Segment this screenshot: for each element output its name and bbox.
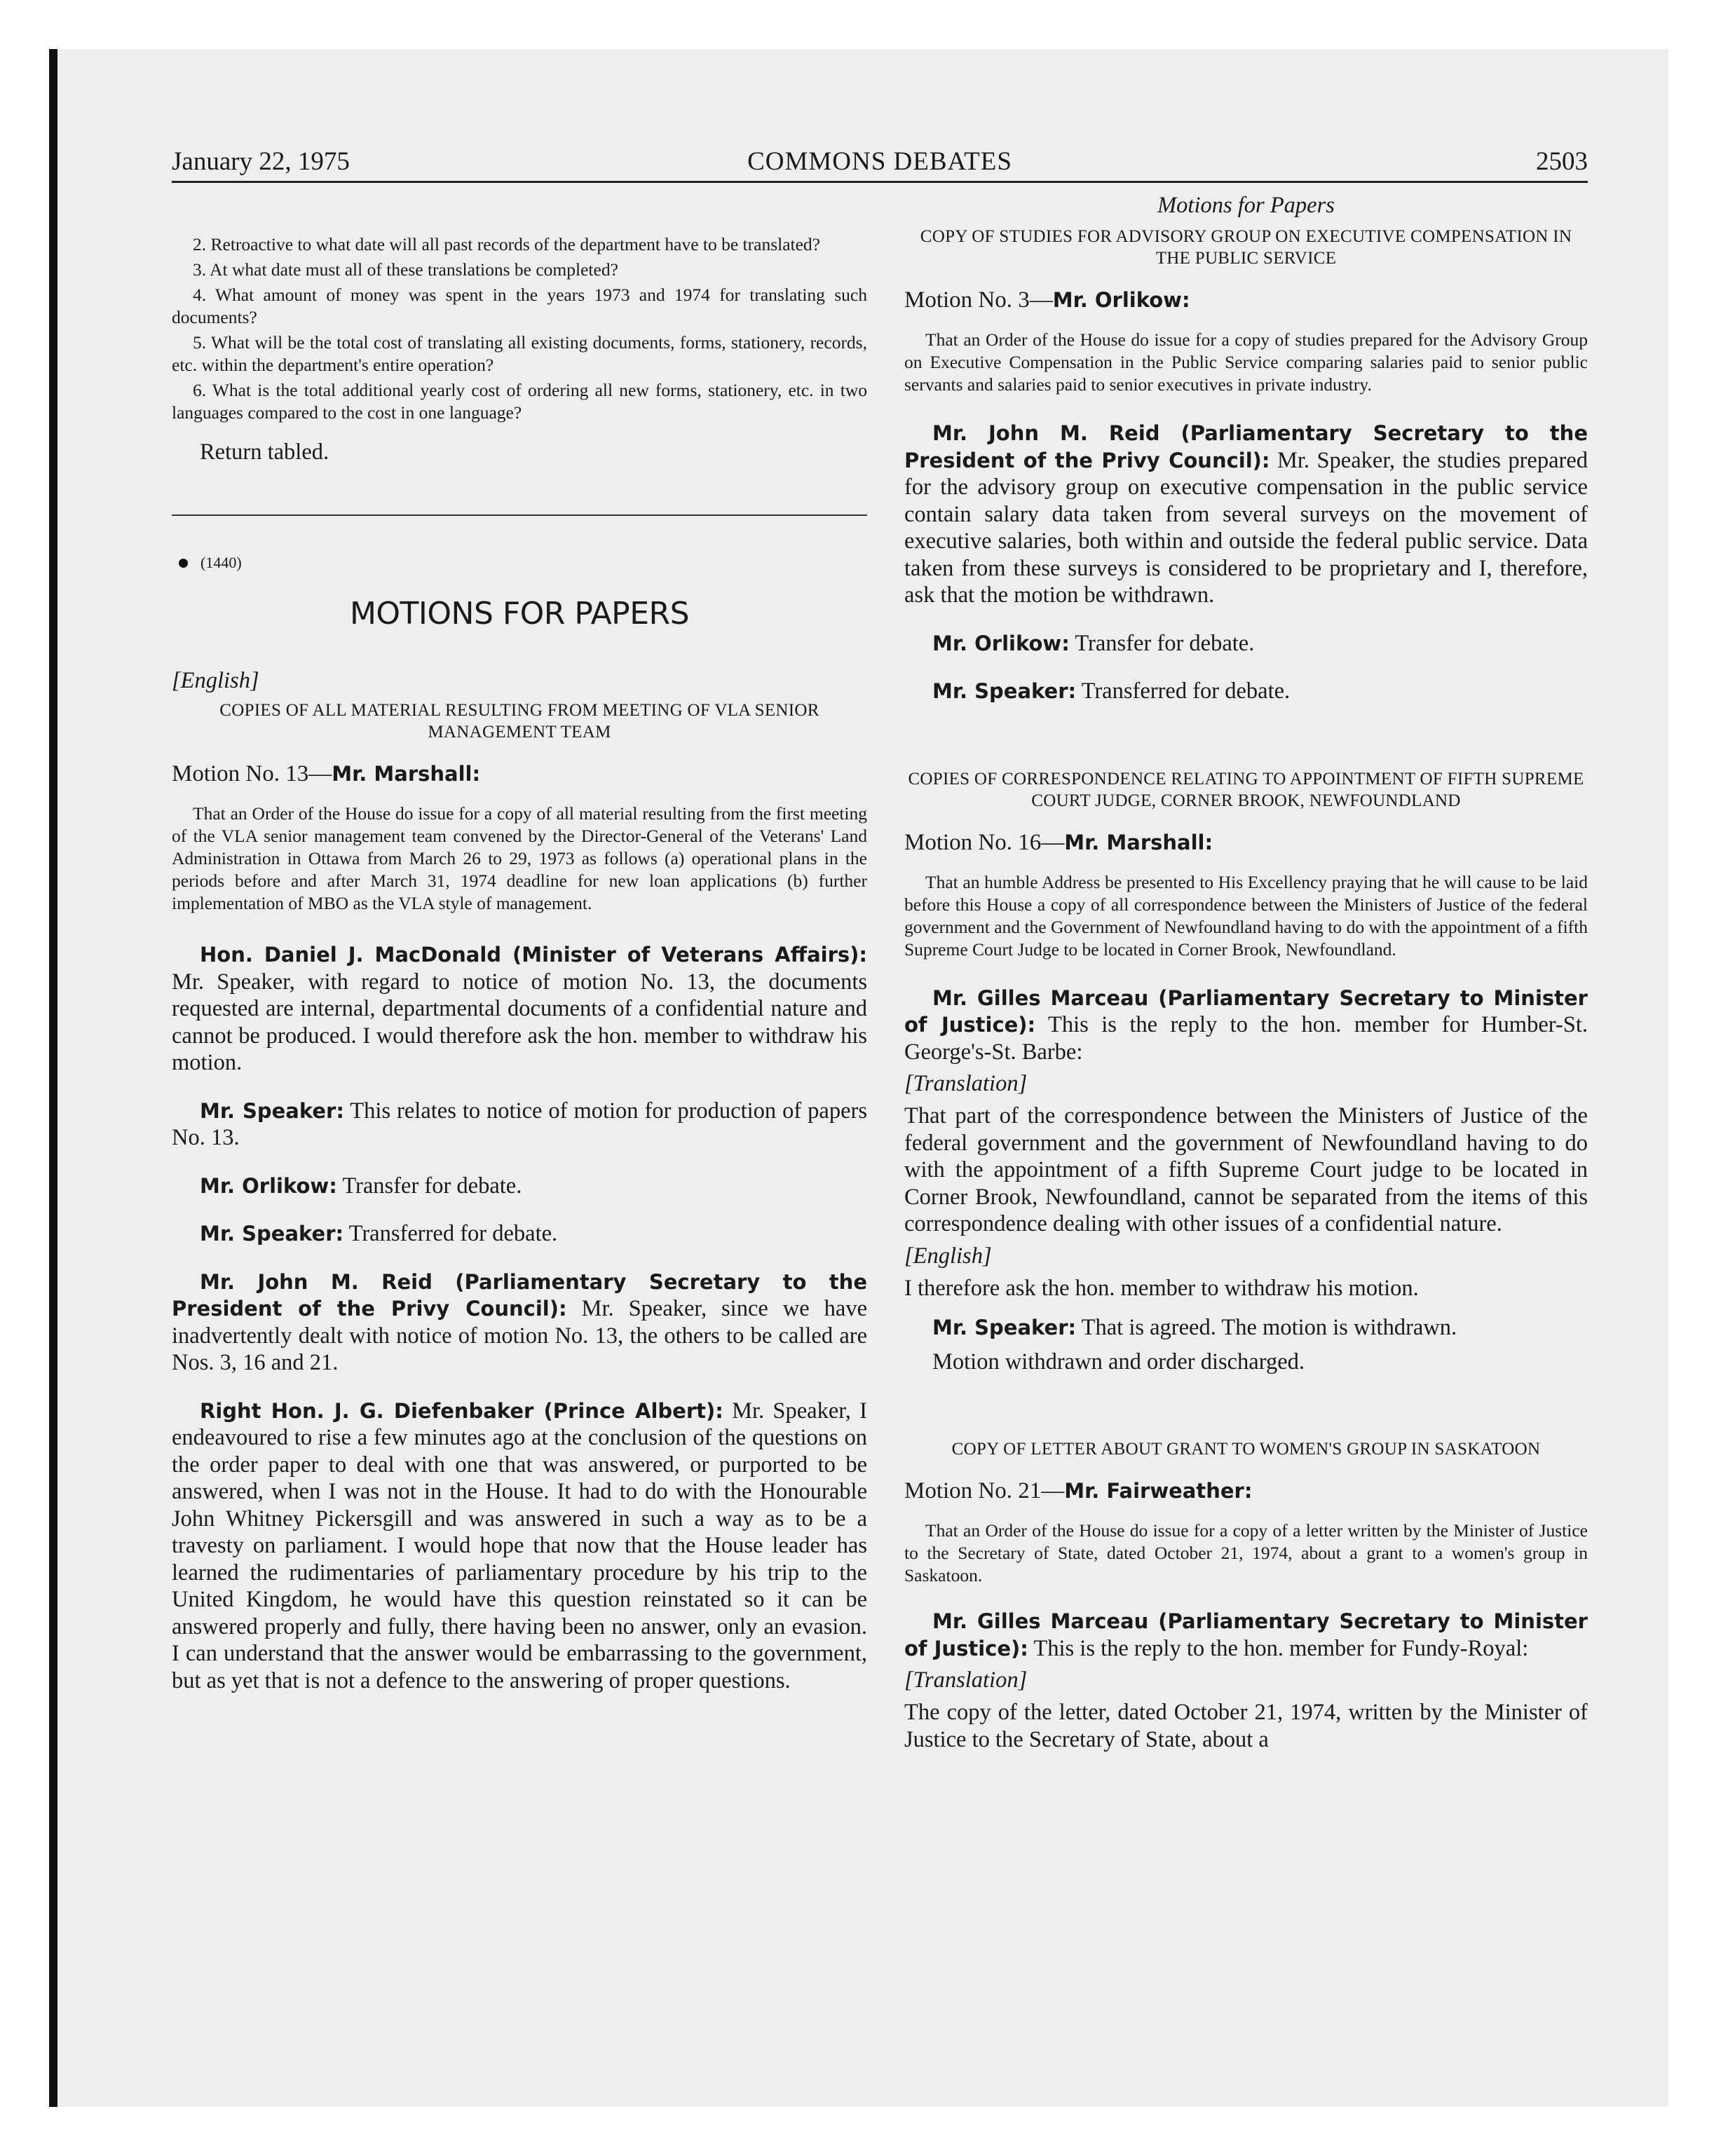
translation-tag: [Translation] bbox=[904, 1071, 1028, 1096]
speech-paragraph bbox=[904, 420, 1588, 609]
section-divider bbox=[172, 465, 867, 550]
speaker-name: Mr. Gilles Marceau (Parliamentary Secretary to Minister of Justice): bbox=[904, 1609, 1588, 1660]
divider-line bbox=[172, 514, 867, 516]
motion-number: Motion No. 21— bbox=[904, 1478, 1065, 1503]
motion-mover: Mr. Orlikow: bbox=[1052, 288, 1190, 312]
motion-mover: Mr. Fairweather: bbox=[1064, 1479, 1253, 1503]
speech-text: Mr. Speaker, with regard to notice of motion No. 13, the documents requested are internal, departmental documents of a confidential nature and cannot be produced. I would therefore ask the hon. member to withdraw his motion. bbox=[172, 969, 867, 1075]
motion-text: That an Order of the House do issue for a copy of studies prepared for the Advisory Group on Executive Compensation in the Public Service comparing salaries paid to senior public servants and salaries paid to senior executives in private industry. bbox=[904, 329, 1588, 395]
question-list bbox=[172, 233, 867, 424]
time-marker bbox=[179, 554, 867, 572]
question-item: 4. What amount of money was spent in the years 1973 and 1974 for translating such documents? bbox=[172, 285, 867, 327]
speaker-name: Mr. Speaker: bbox=[932, 679, 1077, 703]
speech-paragraph bbox=[172, 1269, 867, 1377]
procedural-note: Motion withdrawn and order discharged. bbox=[932, 1349, 1305, 1374]
time-marker-text: (1440) bbox=[200, 554, 242, 571]
speech-text: This relates to notice of motion for production of papers No. 13. bbox=[172, 1098, 867, 1150]
speech-text: Transferred for debate. bbox=[343, 1221, 558, 1246]
motion-heading: COPY OF LETTER ABOUT GRANT TO WOMEN'S GROUP IN SASKATOON bbox=[951, 1440, 1541, 1459]
speech-paragraph bbox=[904, 985, 1588, 1066]
speaker-name: Right Hon. J. G. Diefenbaker (Prince Albert): bbox=[200, 1398, 723, 1423]
speaker-name: Mr. John M. Reid (Parliamentary Secretary to the President of the Privy Council): bbox=[172, 1269, 867, 1321]
motion-mover: Mr. Marshall: bbox=[1064, 830, 1213, 854]
speaker-name: Mr. Speaker: bbox=[200, 1222, 344, 1246]
motion-line bbox=[172, 761, 867, 787]
speech-paragraph bbox=[904, 1608, 1588, 1662]
translation-tag: [Translation] bbox=[904, 1667, 1028, 1693]
speech-paragraph bbox=[904, 630, 1588, 657]
motion-mover: Mr. Marshall: bbox=[332, 762, 481, 786]
speech-paragraph bbox=[904, 678, 1588, 705]
return-tabled: Return tabled. bbox=[200, 439, 329, 465]
speech-text: That is agreed. The motion is withdrawn. bbox=[1076, 1315, 1457, 1340]
spacer bbox=[904, 726, 1588, 768]
translated-paragraph: The copy of the letter, dated October 21, 1974, written by the Minister of Justice to the Secretary of State, about a bbox=[904, 1700, 1588, 1752]
speech-paragraph bbox=[172, 941, 867, 1077]
speech-text: Transfer for debate. bbox=[1069, 630, 1255, 656]
speaker-name: Mr. Orlikow: bbox=[200, 1173, 337, 1198]
left-column bbox=[172, 193, 867, 1715]
speech-paragraph bbox=[172, 1398, 867, 1695]
language-tag: [English] bbox=[172, 668, 259, 693]
speech-paragraph bbox=[904, 1314, 1588, 1342]
bullet-icon bbox=[179, 559, 188, 568]
speech-text: This is the reply to the hon. member for Fundy-Royal: bbox=[1028, 1635, 1529, 1661]
motion-heading: COPIES OF CORRESPONDENCE RELATING TO APPOINTMENT OF FIFTH SUPREME COURT JUDGE, CORNER BROOK, NEWFOUNDLAND bbox=[908, 769, 1584, 810]
question-item: 3. At what date must all of these translations be completed? bbox=[193, 259, 618, 280]
speaker-name: Hon. Daniel J. MacDonald (Minister of Veterans Affairs): bbox=[200, 943, 867, 967]
speaker-name: Mr. Speaker: bbox=[932, 1316, 1077, 1339]
speech-paragraph bbox=[172, 1098, 867, 1152]
spacer bbox=[904, 1396, 1588, 1438]
running-head: Motions for Papers bbox=[1157, 193, 1335, 218]
header-publication: COMMONS DEBATES bbox=[747, 147, 1012, 176]
speech-text: This is the reply to the hon. member for Humber-St. George's-St. Barbe: bbox=[904, 1012, 1588, 1065]
motion-number: Motion No. 16— bbox=[904, 829, 1065, 855]
motion-heading: COPIES OF ALL MATERIAL RESULTING FROM MEETING OF VLA SENIOR MANAGEMENT TEAM bbox=[219, 701, 819, 742]
speech-text: Mr. Speaker, the studies prepared for the advisory group on executive compensation in the public service contain salary data taken from several surveys on the movement of executive salaries, both within and outside the federal public service. Data taken from these surveys is considered to be proprietary and I, therefore, ask that the motion be withdrawn. bbox=[904, 447, 1588, 608]
speech-paragraph: I therefore ask the hon. member to withdraw his motion. bbox=[904, 1275, 1419, 1301]
motion-text: That an humble Address be presented to His Excellency praying that he will cause to be laid before this House a copy of all correspondence between the Ministers of Justice of the federal government and the Government of Newfoundland having to do with the appointment of a fifth Supreme Court Judge to be located in Corner Brook, Newfoundland. bbox=[904, 871, 1588, 960]
header-date: January 22, 1975 bbox=[172, 147, 350, 176]
question-item: 6. What is the total additional yearly cost of ordering all new forms, stationery, etc. in two languages compared to the cost in one language? bbox=[172, 380, 867, 423]
language-tag: [English] bbox=[904, 1243, 992, 1269]
motion-line bbox=[904, 830, 1588, 856]
speaker-name: Mr. Gilles Marceau (Parliamentary Secretary to Minister of Justice): bbox=[904, 985, 1588, 1037]
binding-edge bbox=[49, 49, 57, 2107]
section-title: MOTIONS FOR PAPERS bbox=[349, 596, 690, 632]
speech-text: Transfer for debate. bbox=[336, 1173, 522, 1199]
motion-number: Motion No. 3— bbox=[904, 287, 1053, 313]
motion-text: That an Order of the House do issue for a copy of a letter written by the Minister of Justice to the Secretary of State, dated October 21, 1974, about a grant to a women's group in Saskatoon. bbox=[904, 1520, 1588, 1585]
question-item: 5. What will be the total cost of translating all existing documents, forms, stationery, records, etc. within the department's entire operation? bbox=[172, 332, 867, 375]
motion-line bbox=[904, 287, 1588, 313]
right-column bbox=[904, 193, 1588, 1774]
motion-line bbox=[904, 1478, 1588, 1504]
question-item: 2. Retroactive to what date will all past records of the department have to be translated? bbox=[193, 234, 821, 254]
translated-paragraph: That part of the correspondence between the Ministers of Justice of the federal government and the government of Newfoundland having to do with the appointment of a fifth Supreme Court judge to be located in Corner Brook, Newfoundland, cannot be separated from the items of this correspondence dealing with other issues of a confidential nature. bbox=[904, 1103, 1588, 1236]
header-page-number: 2503 bbox=[1536, 147, 1588, 176]
speech-text: Transferred for debate. bbox=[1076, 678, 1291, 704]
speech-paragraph bbox=[172, 1173, 867, 1200]
motion-heading: COPY OF STUDIES FOR ADVISORY GROUP ON EXECUTIVE COMPENSATION IN THE PUBLIC SERVICE bbox=[920, 227, 1572, 268]
speaker-name: Mr. Speaker: bbox=[200, 1098, 344, 1123]
speaker-name: Mr. Orlikow: bbox=[932, 631, 1070, 655]
motion-text: That an Order of the House do issue for a copy of all material resulting from the first meeting of the VLA senior management team convened by the Director-General of the Veterans' Land Administration in Ottawa from March 26 to 29, 1973 as follows (a) operational plans in the periods before and after March 31, 1974 deadline for new loan applications (b) further implementation of MBO as the VLA style of management. bbox=[172, 803, 867, 913]
speech-text: Mr. Speaker, since we have inadvertently dealt with notice of motion No. 13, the others to be called are Nos. 3, 16 and 21. bbox=[172, 1296, 868, 1375]
speaker-name: Mr. John M. Reid (Parliamentary Secretary to the President of the Privy Council): bbox=[904, 421, 1588, 472]
page-header bbox=[172, 139, 1588, 183]
speech-text: Mr. Speaker, I endeavoured to rise a few minutes ago at the conclusion of the questions on the order paper to deal with one that was answered, or purported to be answered, when I was not in the House. It had to do with the Honourable John Whitney Pickersgill and was answered in such a way as to be a travesty on parliament. I would hope that now that the House leader has learned the rudimentaries of parliamentary procedure by his trip to the United Kingdom, he would have this question reinstated so it can be answered properly and fully, there having been no answer, only an evasion. I can understand that the answer would be embarrassing to the government, but as yet that is not a defence to the answering of proper questions. bbox=[172, 1398, 867, 1693]
motion-number: Motion No. 13— bbox=[172, 761, 332, 786]
speech-paragraph bbox=[172, 1220, 867, 1248]
